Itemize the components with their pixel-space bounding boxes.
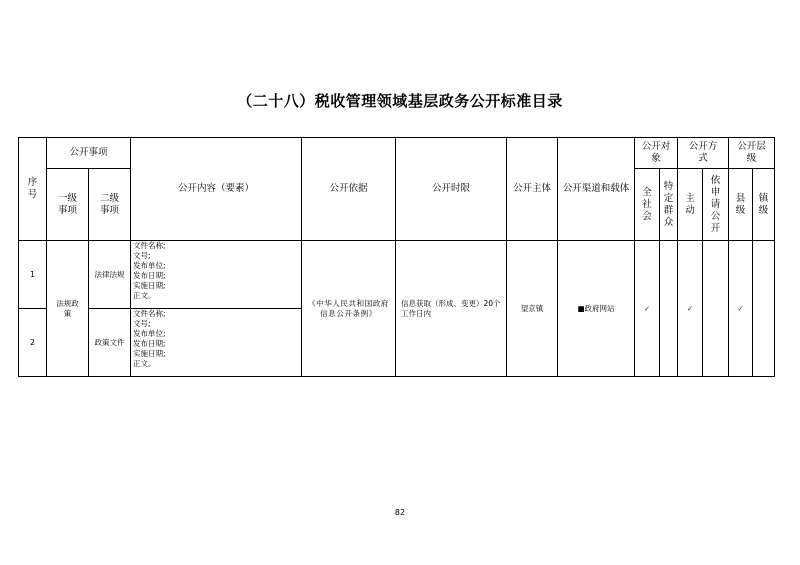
empty-method-request [703,241,729,377]
header-time: 公开时限 [396,138,507,241]
header-target-all: 全社会 [635,169,660,241]
content-cell: 文件名称; 文号; 发布单位; 发布日期; 实施日期; 正文。 [131,241,302,309]
header-method-request: 依申请公开 [703,169,729,241]
level2-cell: 法律法规 [89,241,131,309]
page-number: 82 [394,508,406,517]
standard-catalog-table [18,137,775,377]
header-method-active: 主动 [678,169,703,241]
subject-cell: 望京镇 [507,241,558,377]
row-seq: 1 [19,241,47,309]
header-content: 公开内容（要素） [131,138,302,241]
content-cell: 文件名称; 文号; 发布单位; 发布日期; 实施日期; 正文。 [131,309,302,377]
empty-level-town [753,241,775,377]
header-seq: 序号 [19,138,47,241]
check-target-all: ✓ [635,241,660,377]
header-basis: 公开依据 [302,138,396,241]
page-title: （二十八）税收管理领域基层政务公开标准目录 [237,92,563,110]
header-level-county: 县级 [729,169,753,241]
channel-cell: ■政府网站 [558,241,635,377]
header-target-specific: 特定群众 [660,169,678,241]
table-row [19,241,775,309]
check-method-active: ✓ [678,241,703,377]
row-seq: 2 [19,309,47,377]
header-level1: 一级事项 [47,169,89,241]
header-level: 公开层级 [729,138,775,169]
header-subject: 公开主体 [507,138,558,241]
header-channel: 公开渠道和载体 [558,138,635,241]
header-matters: 公开事项 [47,138,131,169]
level2-cell: 政策文件 [89,309,131,377]
header-target: 公开对象 [635,138,678,169]
level1-cell: 法规政策 [47,241,89,377]
check-level-county: ✓ [729,241,753,377]
header-method: 公开方式 [678,138,729,169]
basis-cell: 《中华人民共和国政府信息公开条例》 [302,241,396,377]
header-level2: 二级事项 [89,169,131,241]
header-level-town: 镇级 [753,169,775,241]
time-cell: 信息获取（形成、变更）20个工作日内 [396,241,507,377]
empty-target-specific [660,241,678,377]
